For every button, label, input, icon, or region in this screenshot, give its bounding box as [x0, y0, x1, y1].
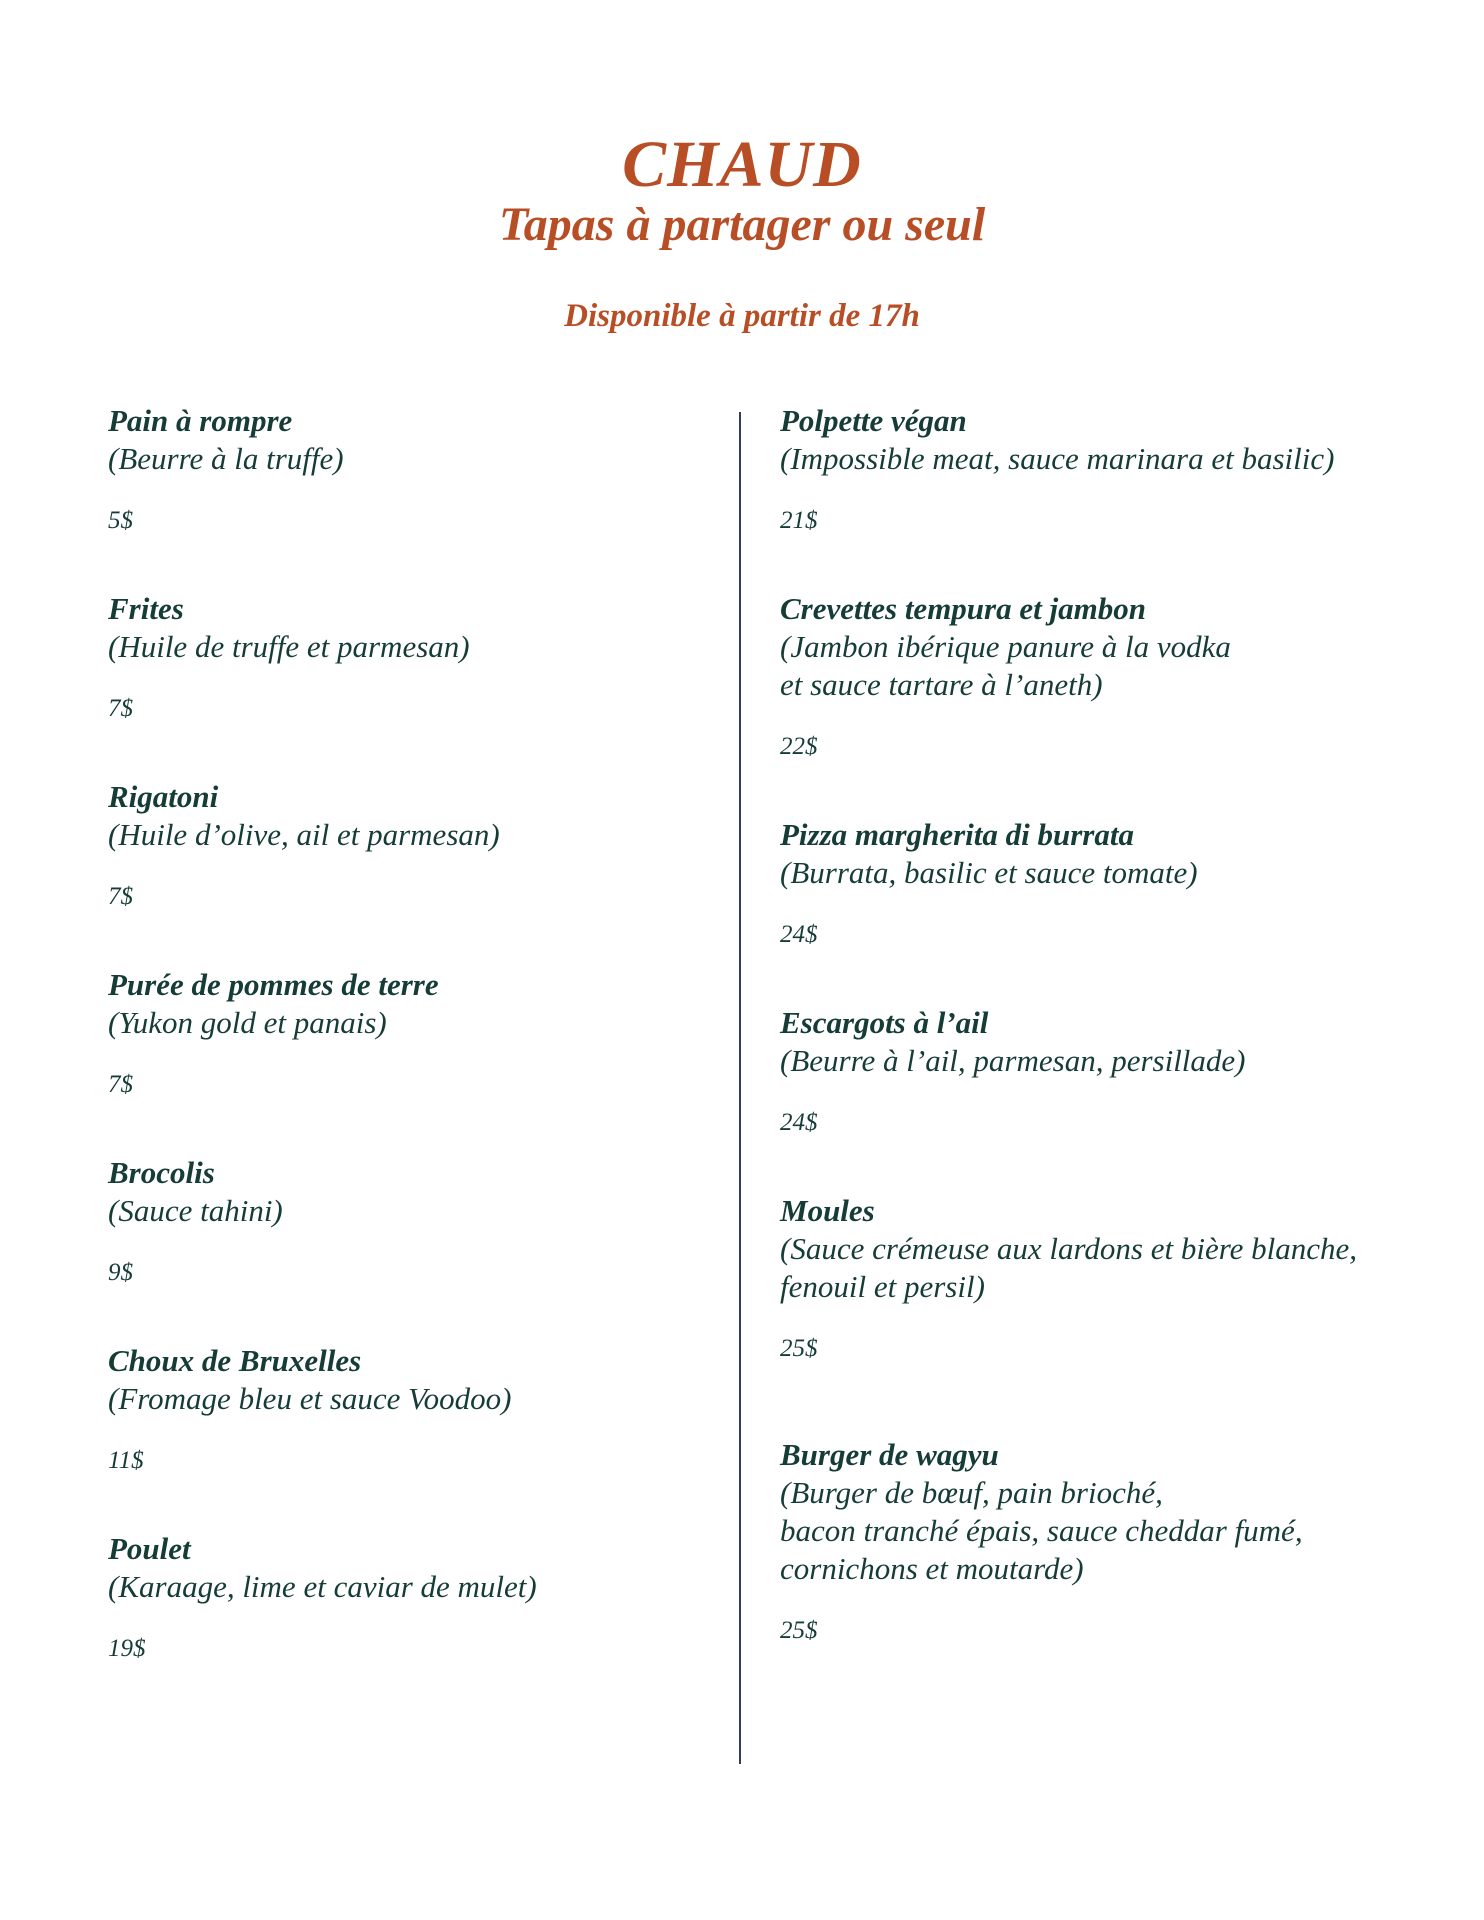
menu-item-description-line: (Beurre à la truffe): [108, 441, 344, 476]
menu-item-name: Poulet: [108, 1531, 191, 1566]
menu-item: [108, 1154, 708, 1288]
menu-title: CHAUD: [622, 128, 862, 201]
menu-item-name: Frites: [108, 591, 184, 626]
menu-item-name: Burger de wagyu: [780, 1437, 999, 1472]
menu-item-name: Choux de Bruxelles: [108, 1343, 362, 1378]
menu-item: [108, 402, 708, 536]
menu-item-description: [108, 440, 708, 478]
menu-item-description: [108, 816, 708, 854]
menu-item-description-line: et sauce tartare à l’aneth): [780, 667, 1103, 702]
menu-item: [780, 816, 1440, 950]
menu-item-description: [108, 1192, 708, 1230]
menu-item-description: [108, 1380, 708, 1418]
menu-item-price: 5$: [108, 507, 133, 534]
menu-item: [780, 1436, 1440, 1646]
menu-item-description-line: (Sauce crémeuse aux lardons et bière blanche,: [780, 1231, 1358, 1266]
menu-item-description-line: (Burger de bœuf, pain brioché,: [780, 1475, 1163, 1510]
menu-item: [108, 590, 708, 724]
menu-item: [108, 966, 708, 1100]
menu-item-name: Purée de pommes de terre: [108, 967, 439, 1002]
menu-item-description: [780, 1230, 1440, 1306]
menu-item-price: 24$: [780, 1109, 818, 1136]
menu-item-description-line: (Fromage bleu et sauce Voodoo): [108, 1381, 512, 1416]
menu-item-price: 7$: [108, 1071, 133, 1098]
menu-item-name: Pain à rompre: [108, 403, 293, 438]
menu-item-description-line: (Karaage, lime et caviar de mulet): [108, 1569, 537, 1604]
menu-item-name: Brocolis: [108, 1155, 215, 1190]
menu-item-price: 22$: [780, 733, 818, 760]
menu-header: [0, 130, 1484, 336]
menu-item-description-line: (Huile de truffe et parmesan): [108, 629, 470, 664]
menu-item-price: 25$: [780, 1617, 818, 1644]
availability-note: Disponible à partir de 17h: [564, 298, 920, 334]
menu-item-name: Polpette végan: [780, 403, 967, 438]
menu-item-price: 19$: [108, 1635, 146, 1662]
menu-item-description-line: (Beurre à l’ail, parmesan, persillade): [780, 1043, 1246, 1078]
menu-item: [780, 590, 1440, 762]
menu-item-price: 25$: [780, 1335, 818, 1362]
menu-item-description-line: (Jambon ibérique panure à la vodka: [780, 629, 1231, 664]
menu-subtitle: Tapas à partager ou seul: [498, 198, 986, 251]
menu-item: [108, 1342, 708, 1476]
menu-item-price: 21$: [780, 507, 818, 534]
menu-item-price: 11$: [108, 1447, 144, 1474]
menu-item-description: [108, 628, 708, 666]
menu-item-name: Escargots à l’ail: [780, 1005, 989, 1040]
menu-item-name: Rigatoni: [108, 779, 219, 814]
menu-item-price: 24$: [780, 921, 818, 948]
menu-item: [108, 778, 708, 912]
menu-item-description: [780, 628, 1440, 704]
menu-item-description-line: (Burrata, basilic et sauce tomate): [780, 855, 1198, 890]
menu-item-name: Moules: [780, 1193, 875, 1228]
menu-item: [780, 402, 1440, 536]
menu-item-description: [780, 1042, 1440, 1080]
menu-item-description-line: cornichons et moutarde): [780, 1551, 1084, 1586]
menu-item-price: 7$: [108, 695, 133, 722]
menu-item-description-line: (Sauce tahini): [108, 1193, 283, 1228]
menu-item-description-line: bacon tranché épais, sauce cheddar fumé,: [780, 1513, 1303, 1548]
menu-item-description: [108, 1004, 708, 1042]
menu-item-name: Pizza margherita di burrata: [780, 817, 1134, 852]
menu-item: [108, 1530, 708, 1664]
menu-item-name: Crevettes tempura et jambon: [780, 591, 1146, 626]
menu-item-description: [780, 854, 1440, 892]
menu-item-description-line: (Huile d’olive, ail et parmesan): [108, 817, 500, 852]
menu-item-description: [780, 1474, 1440, 1588]
menu-item-price: 7$: [108, 883, 133, 910]
menu-item-description-line: (Impossible meat, sauce marinara et basilic): [780, 441, 1335, 476]
column-divider: [739, 412, 741, 1764]
menu-item-description: [780, 440, 1440, 478]
menu-item: [780, 1004, 1440, 1138]
menu-item-price: 9$: [108, 1259, 133, 1286]
menu-item: [780, 1192, 1440, 1364]
menu-item-description: [108, 1568, 708, 1606]
menu-item-description-line: (Yukon gold et panais): [108, 1005, 387, 1040]
menu-item-description-line: fenouil et persil): [780, 1269, 985, 1304]
